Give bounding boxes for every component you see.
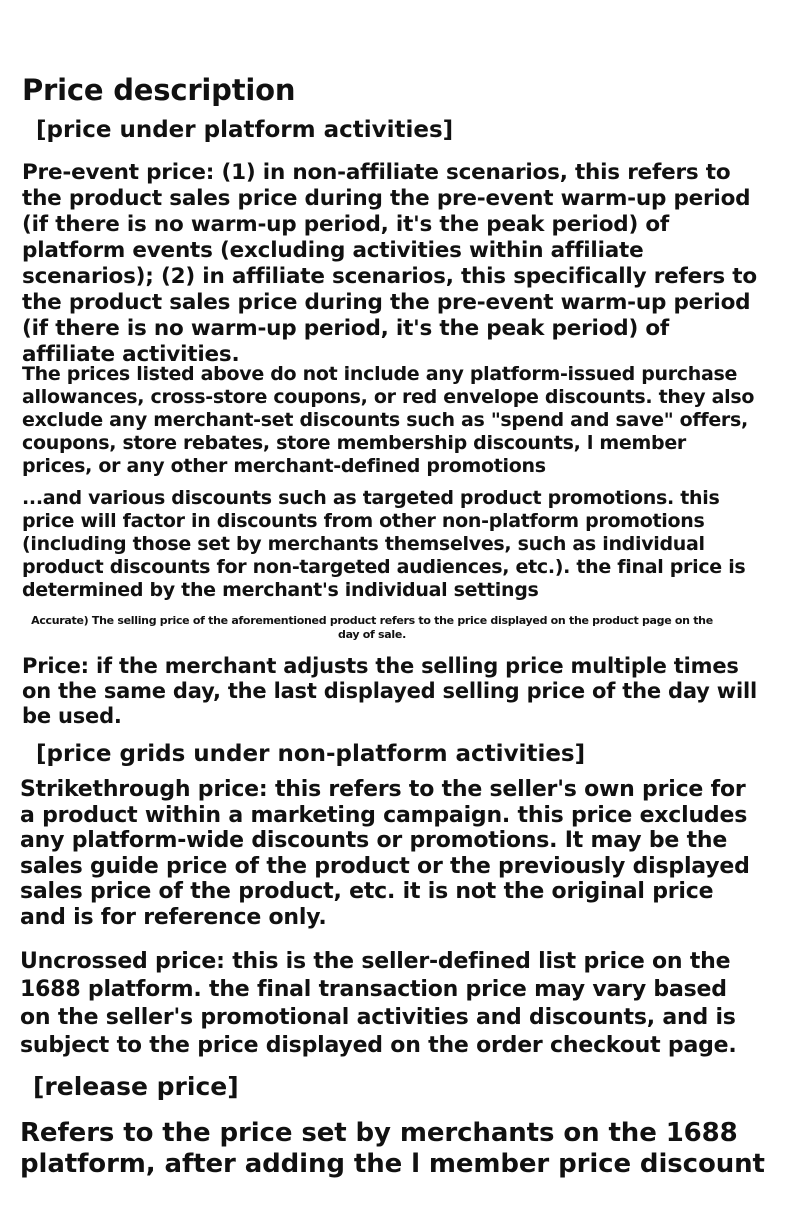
strikethrough-price-paragraph: Strikethrough price: this refers to the seller's own price for a product within a marketing campaign. this price excludes any platform-wide discounts or promotions. It may be the sales guide price of the product or the previously displayed sales price of the product, etc. it is not the original price and is for reference only.: [20, 777, 750, 930]
section-heading-platform-activities: [price under platform activities]: [36, 117, 454, 143]
section-heading-release-price: [release price]: [33, 1072, 239, 1101]
pre-event-price-paragraph: Pre-event price: (1) in non-affiliate scenarios, this refers to the product sales price during the pre-event warm-up period (if there is no warm-up period, it's the peak period) of platform events (excluding activities within affiliate scenarios); (2) in affiliate scenarios, this specifically refers to the product sales price during the pre-event warm-up period (if there is no warm-up period, it's the peak period) of affiliate activities.: [22, 160, 757, 367]
exclusions-paragraph: The prices listed above do not include any platform-issued purchase allowances, cross-store coupons, or red envelope discounts. they also exclude any merchant-set discounts such as "spend and save" offers, coupons, store rebates, store membership discounts, l member prices, or any other merchant-defined promotions: [22, 363, 755, 477]
release-price-paragraph: Refers to the price set by merchants on the 1688 platform, after adding the l member price discount: [20, 1118, 765, 1179]
targeted-discounts-paragraph: ...and various discounts such as targeted product promotions. this price will factor in discounts from other non-platform promotions (including those set by merchants themselves, such as individual product discounts for non-targeted audiences, etc.). the final price is determined by the merchant's individual settings: [22, 487, 746, 601]
page-title: Price description: [22, 73, 296, 107]
section-heading-non-platform-activities: [price grids under non-platform activities]: [36, 741, 586, 767]
accurate-price-note: Accurate) The selling price of the aforementioned product refers to the price displayed on the product page on the day of sale.: [31, 614, 713, 641]
price-adjustment-paragraph: Price: if the merchant adjusts the selling price multiple times on the same day, the last displayed selling price of the day will be used.: [22, 654, 757, 728]
uncrossed-price-paragraph: Uncrossed price: this is the seller-defined list price on the 1688 platform. the final transaction price may vary based on the seller's promotional activities and discounts, and is subject to the price displayed on the order checkout page.: [20, 949, 737, 1058]
